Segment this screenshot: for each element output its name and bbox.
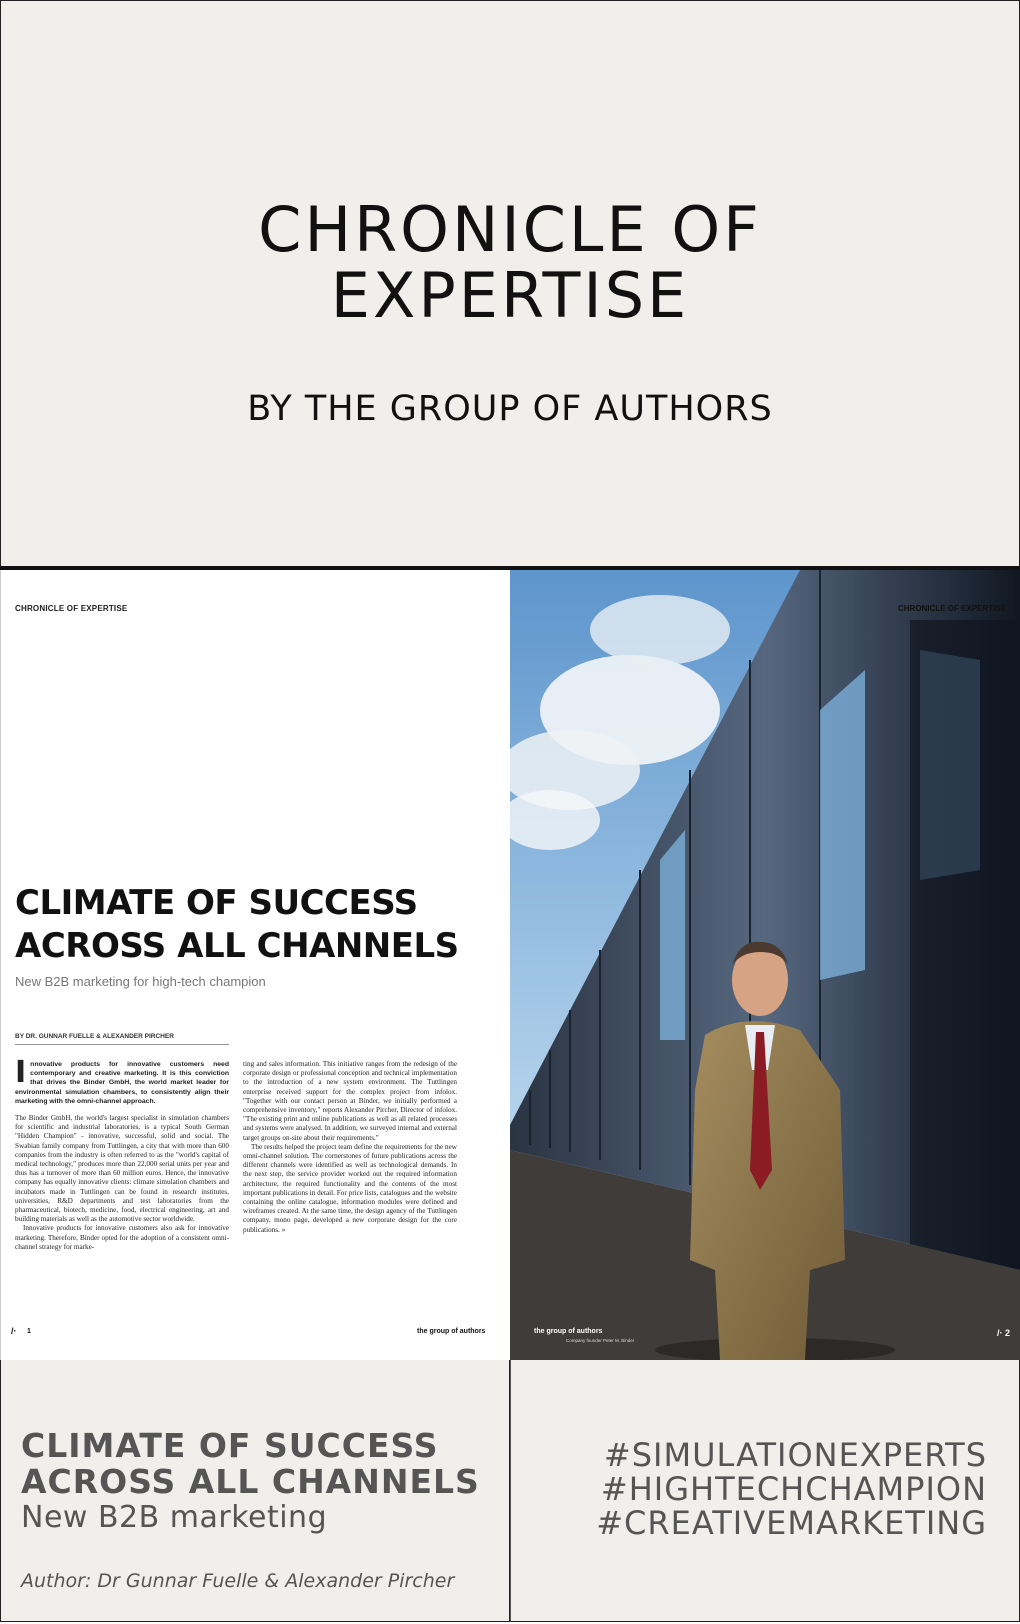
left-footer: the group of authors bbox=[417, 1328, 486, 1335]
right-page-number-value: 2 bbox=[1004, 1328, 1010, 1338]
article-column-1 bbox=[15, 1055, 229, 1252]
paragraph: Innovative products for innovative customers also ask for innovative marketing. Therefore, Binder opted for the adoption of a consistent omni-channel strategy for marke- bbox=[15, 1224, 229, 1251]
right-footer: the group of authors bbox=[534, 1328, 603, 1335]
cover-title bbox=[1, 193, 1019, 332]
article-byline: BY DR. GUNNAR FUELLE & ALEXANDER PIRCHER bbox=[15, 1033, 229, 1045]
drop-cap: I bbox=[15, 1055, 27, 1090]
cover-title-line2: EXPERTISE bbox=[330, 259, 690, 332]
hashtag: #CREATIVEMARKETING bbox=[596, 1504, 987, 1542]
tags-panel bbox=[510, 1360, 1020, 1622]
paragraph: The results helped the project team define the requirements for the new omni-channel solution. The cornerstones of future publications across the different channels were identified as well as technological demands. In the next step, the service provider worked out the required information architecture, the required functionality and the contents of the most important publications in detail. For price lists, catalogues and the website containing the online catalogue, information modules were defined and wireframes created. At the same time, the design agency of the Tuttlingen company, mono page, developed a new corporate design for the core publications. » bbox=[243, 1142, 457, 1234]
intro-text: nnovative products for innovative customers need contemporary and creative marketing. It is this conviction that drives the Binder GmbH, the world market leader for environmental simulation chambers, to consistently align their marketing with the omni-channel approach. bbox=[15, 1061, 229, 1105]
running-head-right: CHRONICLE OF EXPERTISE bbox=[897, 604, 1006, 613]
photo-caption: Company founder Peter M. Binder bbox=[566, 1338, 635, 1343]
paragraph: ting and sales information. This initiative ranges from the redesign of the corporate design or professional conception and technical implementation to the introduction of a new system environment. The Tuttlingen enterprise received support for the complex project from infolox. "Together with our contact person at Binder, we initially performed a comprehensive inventory," reports Alexander Pircher, Director of infolox. "The existing print and online publications as well as all related processes and systems were analysed. In addition, we surveyed internal and external target groups on-site about their requirements." bbox=[243, 1060, 457, 1142]
paragraph: The Binder GmbH, the world's largest specialist in simulation chambers for scientific and industrial laboratories, is a typical South German "Hidden Champion" - innovative, successful, solid and social. The Swabian family company from Tuttlingen, a city that with more than 600 companies from the industry is often referred to as the "world's capital of medical technology," produces more than 22,000 serial units per year and thus has a turnover of more than 60 million euros. Hence, the innovative company has equally innovative clients: climate simulation chambers and incubators made in Tuttlingen can be found in research institutes, universities, R&D departments and test laboratories from the pharmaceutical, biotech, medicine, food, electrical engineering, art and building materials as well as the automotive sector worldwide. bbox=[15, 1114, 229, 1224]
left-page-number: 1 bbox=[27, 1328, 31, 1335]
summary-author: Author: Dr Gunnar Fuelle & Alexander Pircher bbox=[21, 1570, 455, 1592]
article-column-2 bbox=[243, 1060, 457, 1235]
spread-right-page bbox=[510, 570, 1020, 1360]
summary-title-line1: CLIMATE OF SUCCESS bbox=[21, 1426, 439, 1465]
cover-title-line1: CHRONICLE OF bbox=[258, 193, 762, 266]
article-intro bbox=[15, 1055, 229, 1106]
article-title-line2: ACROSS ALL CHANNELS bbox=[15, 926, 459, 966]
summary-subtitle: New B2B marketing bbox=[21, 1500, 328, 1535]
hashtag-list bbox=[596, 1438, 987, 1540]
hashtag: #HIGHTECHCHAMPION bbox=[600, 1470, 987, 1508]
summary-title-line2: ACROSS ALL CHANNELS bbox=[21, 1462, 480, 1501]
article-subtitle: New B2B marketing for high-tech champion bbox=[15, 974, 266, 989]
hashtag: #SIMULATIONEXPERTS bbox=[603, 1436, 987, 1474]
page-mark-icon: /· bbox=[996, 1328, 1003, 1338]
cover-subtitle: BY THE GROUP OF AUTHORS bbox=[247, 389, 773, 429]
spread-left-page bbox=[0, 570, 511, 1360]
article-title-line1: CLIMATE OF SUCCESS bbox=[15, 883, 418, 923]
article-title bbox=[15, 882, 495, 968]
page-mark-icon: /· bbox=[11, 1326, 17, 1336]
summary-title bbox=[21, 1428, 480, 1500]
right-page-number bbox=[997, 1328, 1010, 1338]
cover-header bbox=[0, 0, 1020, 568]
building-photo bbox=[510, 570, 1020, 1360]
running-head-left: CHRONICLE OF EXPERTISE bbox=[15, 604, 128, 613]
summary-panel bbox=[0, 1360, 510, 1622]
